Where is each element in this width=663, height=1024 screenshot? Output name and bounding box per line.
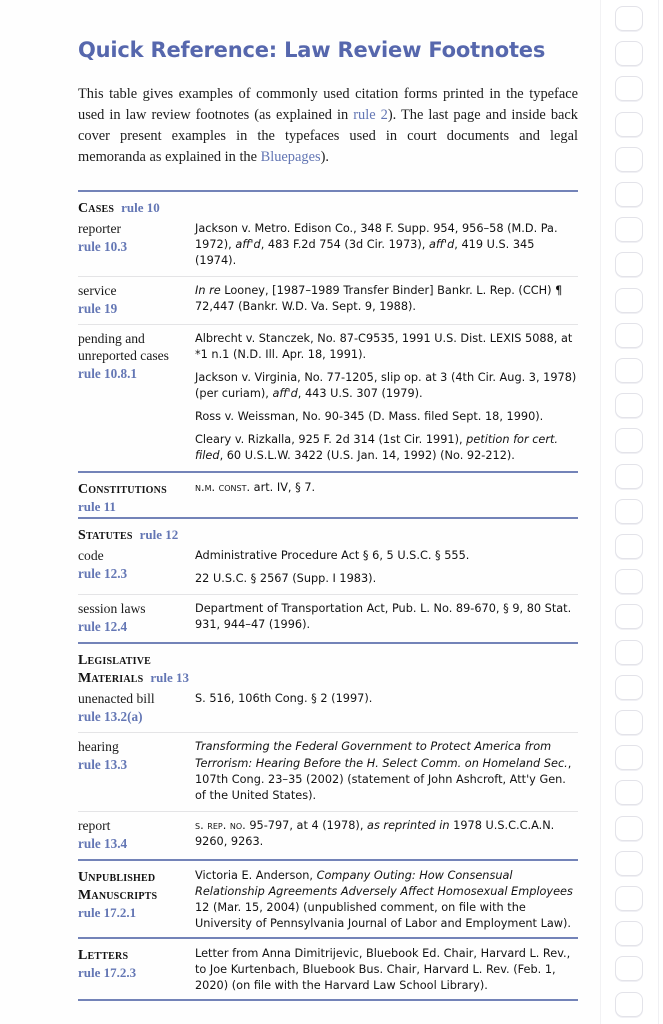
binding-hole — [615, 252, 643, 277]
section-label-cell — [78, 472, 195, 518]
row-citation-cell — [195, 595, 578, 644]
section-rule-link[interactable]: rule 17.2.3 — [78, 964, 137, 980]
quick-reference-table — [78, 190, 578, 1001]
citation-example: Victoria E. Anderson, Company Outing: How Consensual Relationship Agreements Adversely Affect Homosexual Employees 12 (Mar. 15, 2004) (unpublished comment, on file with the University of Pennsylvania Journal of Labor and Employment Law). — [195, 868, 573, 930]
citation-example: Letter from Anna Dimitrijevic, Bluebook Ed. Chair, Harvard L. Rev., to Joe Kurtenbach, Bluebook Bus. Chair, Harvard L. Rev. (Feb. 1, 2020) (on file with the Harvard Law School Library). — [195, 946, 571, 992]
binding-hole — [615, 323, 643, 348]
row-label-cell — [78, 219, 195, 277]
citation-example: Albrecht v. Stanczek, No. 87-C9535, 1991 U.S. Dist. LEXIS 5088, at *1 n.1 (N.D. Ill. Apr. 18, 1991). — [195, 331, 573, 361]
section-header-row — [78, 938, 578, 1000]
binding-hole — [615, 640, 643, 665]
section-rule-link[interactable]: rule 13 — [150, 670, 190, 686]
table-row — [78, 219, 578, 277]
row-label-cell — [78, 276, 195, 324]
section-label-cell — [78, 860, 195, 938]
row-citation-cell — [195, 689, 578, 733]
binding-hole — [615, 41, 643, 66]
row-rule-link[interactable]: rule 13.3 — [78, 757, 128, 773]
binding-hole — [615, 499, 643, 524]
intro-text-1: This table gives examples of commonly used citation forms printed in the typeface used in law review footnotes (as explained in — [78, 86, 578, 124]
binding-edge-line — [658, 0, 659, 1024]
row-label: reporter — [78, 220, 122, 236]
row-citation-cell — [195, 811, 578, 860]
table-row — [78, 546, 578, 595]
section-name: Letters — [78, 947, 129, 963]
citation-example: In re Looney, [1987–1989 Transfer Binder] Bankr. L. Rep. (CCH) ¶ 72,447 (Bankr. W.D. Va. Sept. 9, 1988). — [195, 283, 563, 313]
binding-hole — [615, 393, 643, 418]
row-citation-cell — [195, 219, 578, 277]
table-row — [78, 324, 578, 472]
table-row — [78, 276, 578, 324]
section-rule-link[interactable]: rule 17.2.1 — [78, 904, 137, 920]
section-label-cell — [78, 191, 195, 219]
binding-hole — [615, 675, 643, 700]
page-title: Quick Reference: Law Review Footnotes — [78, 38, 546, 62]
section-label-cell — [78, 643, 195, 689]
section-name: Unpublished Manuscripts — [78, 869, 158, 903]
row-label-cell — [78, 811, 195, 860]
binding-hole — [615, 112, 643, 137]
citation-example: Jackson v. Metro. Edison Co., 348 F. Supp. 954, 956–58 (M.D. Pa. 1972), aff'd, 483 F.2d 754 (3d Cir. 1973), aff'd, 419 U.S. 345 (1974). — [195, 221, 558, 267]
section-name: Cases — [78, 200, 115, 216]
citation-example: Ross v. Weissman, No. 90-345 (D. Mass. filed Sept. 18, 1990). — [195, 410, 544, 424]
section-citation-cell — [195, 191, 578, 219]
binding-hole — [615, 921, 643, 946]
binding-hole — [615, 710, 643, 735]
section-label-cell — [78, 938, 195, 1000]
row-label-cell — [78, 546, 195, 595]
table-closing-rule — [78, 1000, 578, 1001]
citation-example: Jackson v. Virginia, No. 77-1205, slip op. at 3 (4th Cir. Aug. 3, 1978) (per curiam), aff'd, 443 U.S. 307 (1979). — [195, 370, 577, 401]
binding-hole — [615, 886, 643, 911]
intro-rule-link[interactable]: rule 2 — [353, 107, 388, 124]
row-citation-cell — [195, 276, 578, 324]
section-header-row — [78, 472, 578, 518]
section-header-row — [78, 518, 578, 546]
binding-hole — [615, 76, 643, 101]
binding-hole — [615, 358, 643, 383]
section-rule-link[interactable]: rule 12 — [139, 527, 179, 543]
binding-hole — [615, 147, 643, 172]
row-label: report — [78, 817, 111, 833]
section-citation-cell — [195, 472, 578, 518]
row-label-cell — [78, 689, 195, 733]
binding-hole — [615, 851, 643, 876]
citation-example: Cleary v. Rizkalla, 925 F. 2d 314 (1st Cir. 1991), petition for cert. filed, 60 U.S.L.W. 3422 (U.S. Jan. 14, 1992) (No. 92-212). — [195, 433, 559, 463]
section-name: Statutes — [78, 528, 133, 544]
section-citation-cell — [195, 643, 578, 689]
row-rule-link[interactable]: rule 13.4 — [78, 835, 128, 851]
citation-example: Department of Transportation Act, Pub. L. No. 89-670, § 9, 80 Stat. 931, 944–47 (1996). — [195, 602, 572, 632]
row-label: code — [78, 548, 104, 564]
row-rule-link[interactable]: rule 10.8.1 — [78, 365, 137, 381]
citation-example: 22 U.S.C. § 2567 (Supp. I 1983). — [195, 572, 377, 586]
binding-hole — [615, 956, 643, 981]
row-label-cell — [78, 324, 195, 472]
row-label: session laws — [78, 601, 146, 617]
binding-hole — [615, 182, 643, 207]
section-name: Legislative Materials — [78, 653, 152, 687]
table-row — [78, 689, 578, 733]
section-citation-cell — [195, 938, 578, 1000]
binding-hole — [615, 534, 643, 559]
binding-hole — [615, 6, 643, 31]
row-citation-cell — [195, 324, 578, 472]
binding-hole — [615, 464, 643, 489]
intro-text-3: ). — [320, 148, 329, 165]
row-label: service — [78, 282, 117, 298]
binding-hole — [615, 217, 643, 242]
spiral-binding — [600, 0, 663, 1024]
table-row — [78, 595, 578, 644]
citation-example: n.m. const. art. IV, § 7. — [195, 481, 316, 495]
binding-hole — [615, 288, 643, 313]
citation-example: s. rep. no. 95-797, at 4 (1978), as reprinted in 1978 U.S.C.C.A.N. 9260, 9263. — [195, 818, 555, 848]
citation-example: S. 516, 106th Cong. § 2 (1997). — [195, 692, 373, 706]
section-rule-link[interactable]: rule 10 — [121, 199, 160, 215]
row-rule-link[interactable]: rule 19 — [78, 300, 118, 316]
section-citation-cell — [195, 860, 578, 938]
row-rule-link[interactable]: rule 12.4 — [78, 619, 128, 635]
section-name: Constitutions — [78, 482, 167, 498]
binding-hole — [615, 428, 643, 453]
intro-paragraph — [78, 84, 578, 168]
intro-bluepages-link[interactable]: Bluepages — [260, 148, 321, 165]
row-label: unenacted bill — [78, 691, 155, 707]
row-label: pending and unreported cases — [78, 330, 169, 363]
row-rule-link[interactable]: rule 13.2(a) — [78, 709, 143, 725]
row-citation-cell — [195, 546, 578, 595]
binding-hole — [615, 780, 643, 805]
section-header-row — [78, 643, 578, 689]
table-row — [78, 733, 578, 811]
citation-example: Administrative Procedure Act § 6, 5 U.S.C. § 555. — [195, 549, 470, 563]
section-citation-cell — [195, 518, 578, 546]
binding-hole — [615, 745, 643, 770]
section-rule-link[interactable]: rule 11 — [78, 499, 116, 515]
row-label-cell — [78, 595, 195, 644]
row-label: hearing — [78, 739, 119, 755]
row-label-cell — [78, 733, 195, 811]
binding-hole — [615, 816, 643, 841]
binding-hole — [615, 992, 643, 1017]
table-closing-rule-cell — [78, 1000, 578, 1001]
table-row — [78, 811, 578, 860]
section-header-row — [78, 191, 578, 219]
section-label-cell — [78, 518, 195, 546]
row-rule-link[interactable]: rule 10.3 — [78, 238, 128, 254]
row-rule-link[interactable]: rule 12.3 — [78, 566, 128, 582]
row-citation-cell — [195, 733, 578, 811]
intro-text-2: ). The last page and inside back cover present examples in the typefaces used in court documents and legal memoranda as explained in the — [78, 107, 578, 165]
section-header-row — [78, 860, 578, 938]
content-column — [78, 0, 578, 1001]
binding-hole — [615, 604, 643, 629]
binding-hole — [615, 569, 643, 594]
citation-example: Transforming the Federal Government to Protect America from Terrorism: Hearing Before the H. Select Comm. on Homeland Sec., 107th Cong. 23–35 (2002) (statement of John Ashcroft, Att'y Gen. of the United States). — [195, 740, 572, 802]
